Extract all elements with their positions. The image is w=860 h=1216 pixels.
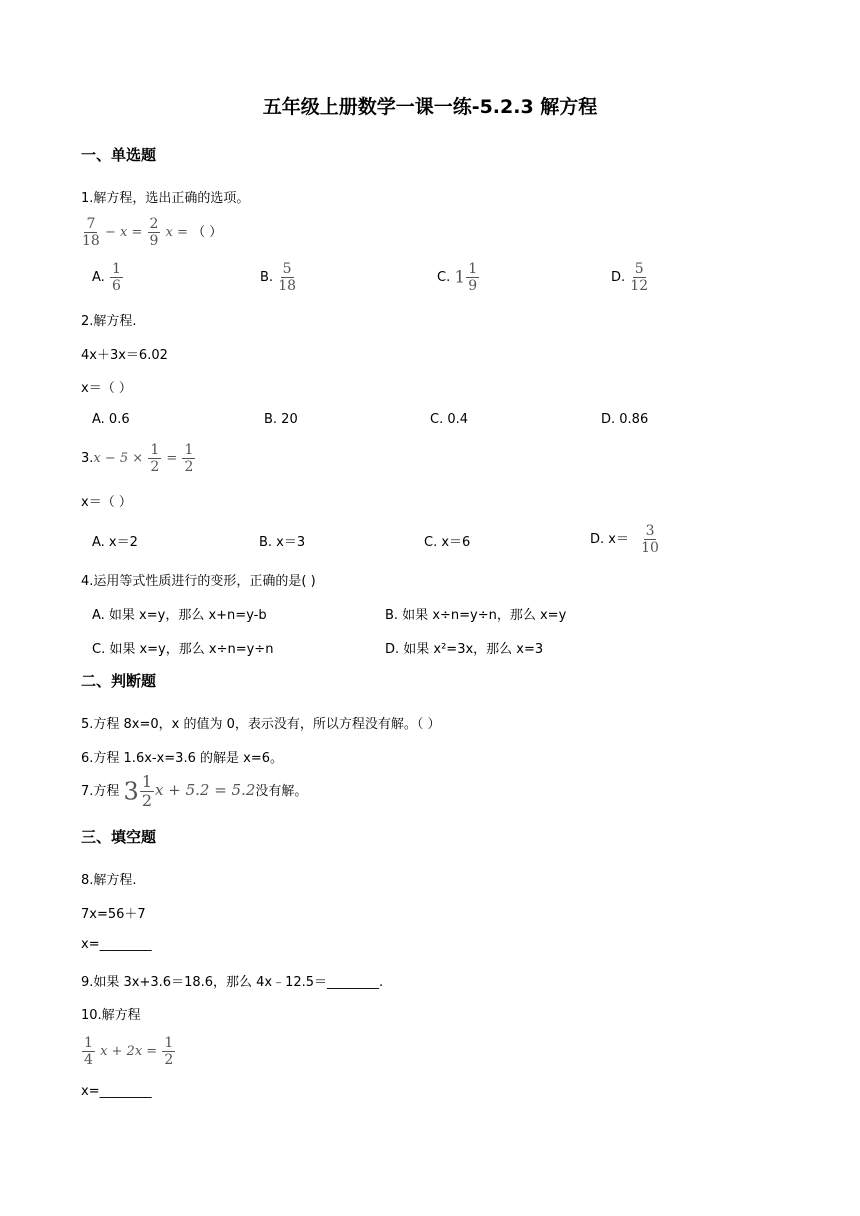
page-title: 五年级上册数学一课一练-5.2.3 解方程 (262, 96, 598, 118)
question-1-option-b[interactable] (260, 262, 297, 293)
numerator: 2 (149, 216, 159, 232)
option-label: D. (611, 270, 626, 285)
question-7-equation (81, 774, 307, 809)
question-8-equation: 7x=56＋7 (81, 907, 146, 922)
denominator: 2 (141, 791, 153, 810)
question-2-option-a[interactable]: A. 0.6 (92, 412, 130, 427)
question-5-text: 5.方程 8x=0，x 的值为 0，表示没有，所以方程没有解。（ ） (81, 717, 441, 732)
question-1-equation (81, 217, 222, 248)
denominator: 10 (641, 540, 659, 556)
numerator: 5 (282, 261, 292, 277)
question-2-option-b[interactable]: B. 20 (264, 412, 298, 427)
fraction (641, 524, 659, 555)
denominator: 2 (184, 459, 194, 475)
equation-part: x − 5 × (93, 451, 144, 466)
numerator: 1 (84, 1035, 93, 1051)
equation-part: x + 2x = (100, 1044, 158, 1059)
question-10-text: 10.解方程 (81, 1008, 141, 1023)
question-3-option-d[interactable] (590, 524, 660, 555)
fraction (278, 262, 296, 293)
question-3-option-a[interactable]: A. x＝2 (92, 535, 138, 550)
question-2-option-d[interactable]: D. 0.86 (601, 412, 649, 427)
numerator: 7 (86, 216, 96, 232)
section-heading-fill-blank: 三、填空题 (81, 828, 157, 846)
denominator: 12 (630, 278, 649, 294)
numerator: 1 (164, 1035, 174, 1051)
question-4-option-a[interactable]: A. 如果 x=y，那么 x+n=y-b (92, 608, 267, 623)
question-suffix: 没有解。 (255, 784, 308, 799)
option-label: B. (260, 270, 274, 285)
section-heading-true-false: 二、判断题 (81, 672, 157, 690)
numerator: 1 (111, 261, 121, 277)
numerator: 1 (150, 442, 160, 458)
fraction (182, 443, 195, 474)
denominator: 2 (164, 1052, 174, 1068)
numerator: 3 (645, 523, 655, 539)
question-2-x: x＝（ ） (81, 381, 132, 396)
denominator: 4 (84, 1052, 93, 1068)
numerator: 5 (634, 261, 644, 277)
equation-part: = (166, 451, 178, 466)
denominator: 6 (111, 278, 121, 294)
question-4-text: 4.运用等式性质进行的变形，正确的是( ) (81, 574, 316, 589)
question-2-equation: 4x＋3x＝6.02 (81, 348, 168, 363)
question-3-x: x＝（ ） (81, 495, 132, 510)
question-1-text: 1.解方程，选出正确的选项。 (81, 191, 250, 206)
denominator: 9 (468, 278, 478, 294)
question-4-option-d[interactable]: D. 如果 x²=3x，那么 x=3 (385, 642, 544, 657)
fraction (630, 262, 648, 293)
question-10-equation (81, 1036, 176, 1067)
question-3-option-b[interactable]: B. x＝3 (259, 535, 306, 550)
question-3-equation (81, 443, 196, 474)
equation-part: x = (165, 225, 188, 240)
mixed-integer: 3 (123, 777, 139, 806)
question-4-option-b[interactable]: B. 如果 x÷n=y÷n，那么 x=y (385, 608, 567, 623)
answer-paren: （ ） (192, 225, 223, 240)
option-label: A. (92, 270, 105, 285)
question-4-option-c[interactable]: C. 如果 x=y，那么 x÷n=y÷n (92, 642, 274, 657)
question-1-option-d[interactable] (611, 262, 649, 293)
fraction (148, 443, 161, 474)
question-2-option-c[interactable]: C. 0.4 (430, 412, 469, 427)
equation-part: − x = (104, 225, 143, 240)
numerator: 1 (141, 772, 153, 791)
denominator: 9 (149, 233, 159, 249)
question-6-text: 6.方程 1.6x-x=3.6 的解是 x=6。 (81, 751, 283, 766)
question-number: 3. (81, 451, 94, 466)
question-3-option-c[interactable]: C. x＝6 (424, 535, 471, 550)
fraction (110, 262, 123, 293)
fraction (140, 774, 154, 809)
question-10-answer-blank[interactable]: x=________ (81, 1084, 152, 1099)
section-heading-single-choice: 一、单选题 (81, 146, 157, 164)
option-label: C. (437, 270, 451, 285)
equation-part: x + 5.2 = 5.2 (155, 781, 256, 799)
option-label: D. x＝ (590, 532, 629, 547)
question-8-text: 8.解方程. (81, 873, 137, 888)
fraction (82, 1036, 95, 1067)
question-1-option-c[interactable] (437, 262, 480, 293)
question-1-option-a[interactable] (92, 262, 124, 293)
question-number: 7.方程 (81, 784, 120, 799)
denominator: 18 (82, 233, 100, 249)
fraction (148, 217, 161, 248)
denominator: 2 (150, 459, 160, 475)
numerator: 1 (184, 442, 194, 458)
question-8-answer-blank[interactable]: x=________ (81, 937, 152, 952)
fraction (466, 262, 479, 293)
fraction (162, 1036, 175, 1067)
fraction (82, 217, 100, 248)
denominator: 18 (278, 278, 297, 294)
numerator: 1 (468, 261, 478, 277)
mixed-integer: 1 (454, 267, 466, 288)
question-9-text: 9.如果 3x+3.6＝18.6，那么 4x﹣12.5＝________. (81, 975, 384, 990)
question-2-text: 2.解方程. (81, 314, 137, 329)
